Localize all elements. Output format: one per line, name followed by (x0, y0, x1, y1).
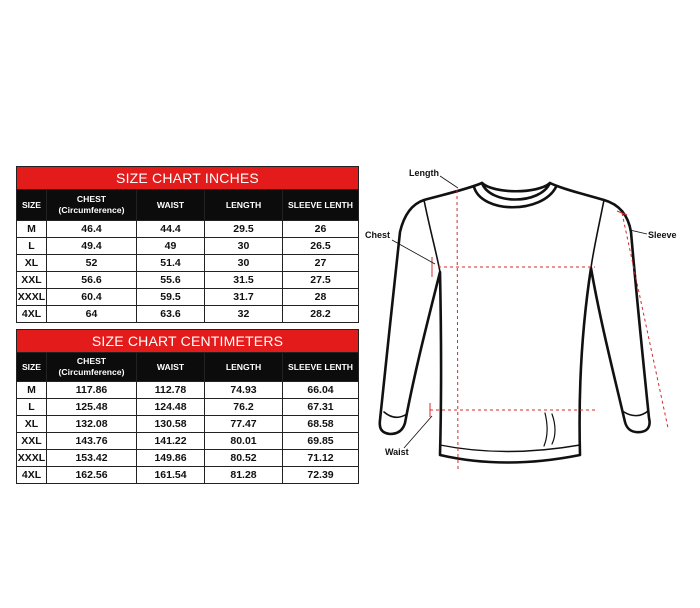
sleeve-label: Sleeve (648, 230, 677, 240)
header-chest-label: CHEST (76, 356, 107, 366)
header-sleeve: SLEEVE LENTH (283, 190, 359, 221)
cell-waist: 63.6 (137, 306, 205, 323)
cell-length: 77.47 (205, 416, 283, 433)
cell-length: 81.28 (205, 467, 283, 484)
header-size: SIZE (17, 353, 47, 382)
header-size: SIZE (17, 190, 47, 221)
cell-chest: 52 (47, 255, 137, 272)
cell-sleeve: 67.31 (283, 399, 359, 416)
cell-size: XL (17, 416, 47, 433)
cell-sleeve: 28 (283, 289, 359, 306)
waist-pointer (404, 416, 432, 448)
table-row (17, 399, 359, 416)
header-sleeve: SLEEVE LENTH (283, 353, 359, 382)
header-chest-sub: (Circumference) (58, 205, 125, 215)
cell-chest: 162.56 (47, 467, 137, 484)
header-row (17, 190, 359, 221)
cell-size: L (17, 238, 47, 255)
cell-sleeve: 68.58 (283, 416, 359, 433)
cell-size: 4XL (17, 467, 47, 484)
cell-waist: 124.48 (137, 399, 205, 416)
size-chart-centimeters-table (16, 329, 359, 484)
cell-sleeve: 26.5 (283, 238, 359, 255)
cell-length: 80.01 (205, 433, 283, 450)
length-label: Length (409, 168, 439, 178)
cell-waist: 149.86 (137, 450, 205, 467)
table-title: SIZE CHART INCHES (17, 167, 359, 190)
cell-size: XXL (17, 272, 47, 289)
table-row (17, 433, 359, 450)
table-row (17, 450, 359, 467)
cell-sleeve: 69.85 (283, 433, 359, 450)
table-row (17, 221, 359, 238)
cell-sleeve: 66.04 (283, 382, 359, 399)
header-chest-label: CHEST (76, 194, 107, 204)
cell-sleeve: 28.2 (283, 306, 359, 323)
header-length: LENGTH (205, 190, 283, 221)
cell-waist: 44.4 (137, 221, 205, 238)
cell-sleeve: 26 (283, 221, 359, 238)
table-row (17, 382, 359, 399)
cell-size: XXL (17, 433, 47, 450)
cell-chest: 56.6 (47, 272, 137, 289)
cell-chest: 153.42 (47, 450, 137, 467)
table-row (17, 306, 359, 323)
cell-size: XL (17, 255, 47, 272)
header-row (17, 353, 359, 382)
cell-size: 4XL (17, 306, 47, 323)
cell-waist: 49 (137, 238, 205, 255)
header-chest (47, 353, 137, 382)
table-row (17, 272, 359, 289)
header-length: LENGTH (205, 353, 283, 382)
header-chest (47, 190, 137, 221)
cell-waist: 51.4 (137, 255, 205, 272)
cell-length: 32 (205, 306, 283, 323)
header-waist: WAIST (137, 190, 205, 221)
cell-waist: 112.78 (137, 382, 205, 399)
cell-sleeve: 27 (283, 255, 359, 272)
cell-size: M (17, 221, 47, 238)
table-row (17, 467, 359, 484)
long-sleeve-shirt-outline-icon (380, 183, 650, 463)
cell-length: 76.2 (205, 399, 283, 416)
table-row (17, 238, 359, 255)
cell-chest: 117.86 (47, 382, 137, 399)
cell-length: 29.5 (205, 221, 283, 238)
waist-label: Waist (385, 447, 409, 457)
cell-length: 30 (205, 238, 283, 255)
cell-waist: 59.5 (137, 289, 205, 306)
cell-sleeve: 72.39 (283, 467, 359, 484)
cell-waist: 161.54 (137, 467, 205, 484)
header-waist: WAIST (137, 353, 205, 382)
cell-chest: 143.76 (47, 433, 137, 450)
length-pointer (440, 176, 458, 188)
cell-length: 80.52 (205, 450, 283, 467)
cell-waist: 141.22 (137, 433, 205, 450)
size-chart-inches-table (16, 166, 359, 323)
chest-label: Chest (365, 230, 391, 240)
cell-size: XXXL (17, 450, 47, 467)
table-row (17, 416, 359, 433)
table-row (17, 289, 359, 306)
header-chest-sub: (Circumference) (58, 367, 125, 377)
cell-size: XXXL (17, 289, 47, 306)
cell-waist: 130.58 (137, 416, 205, 433)
cell-chest: 125.48 (47, 399, 137, 416)
cell-chest: 49.4 (47, 238, 137, 255)
shirt-measurement-diagram (355, 160, 700, 480)
sleeve-pointer (630, 230, 647, 234)
cell-length: 74.93 (205, 382, 283, 399)
cell-chest: 64 (47, 306, 137, 323)
cell-sleeve: 71.12 (283, 450, 359, 467)
cell-length: 31.5 (205, 272, 283, 289)
cell-chest: 46.4 (47, 221, 137, 238)
cell-size: L (17, 399, 47, 416)
cell-size: M (17, 382, 47, 399)
cell-chest: 60.4 (47, 289, 137, 306)
cell-chest: 132.08 (47, 416, 137, 433)
cell-length: 30 (205, 255, 283, 272)
table-title: SIZE CHART CENTIMETERS (17, 330, 359, 353)
cell-waist: 55.6 (137, 272, 205, 289)
cell-sleeve: 27.5 (283, 272, 359, 289)
cell-length: 31.7 (205, 289, 283, 306)
table-row (17, 255, 359, 272)
